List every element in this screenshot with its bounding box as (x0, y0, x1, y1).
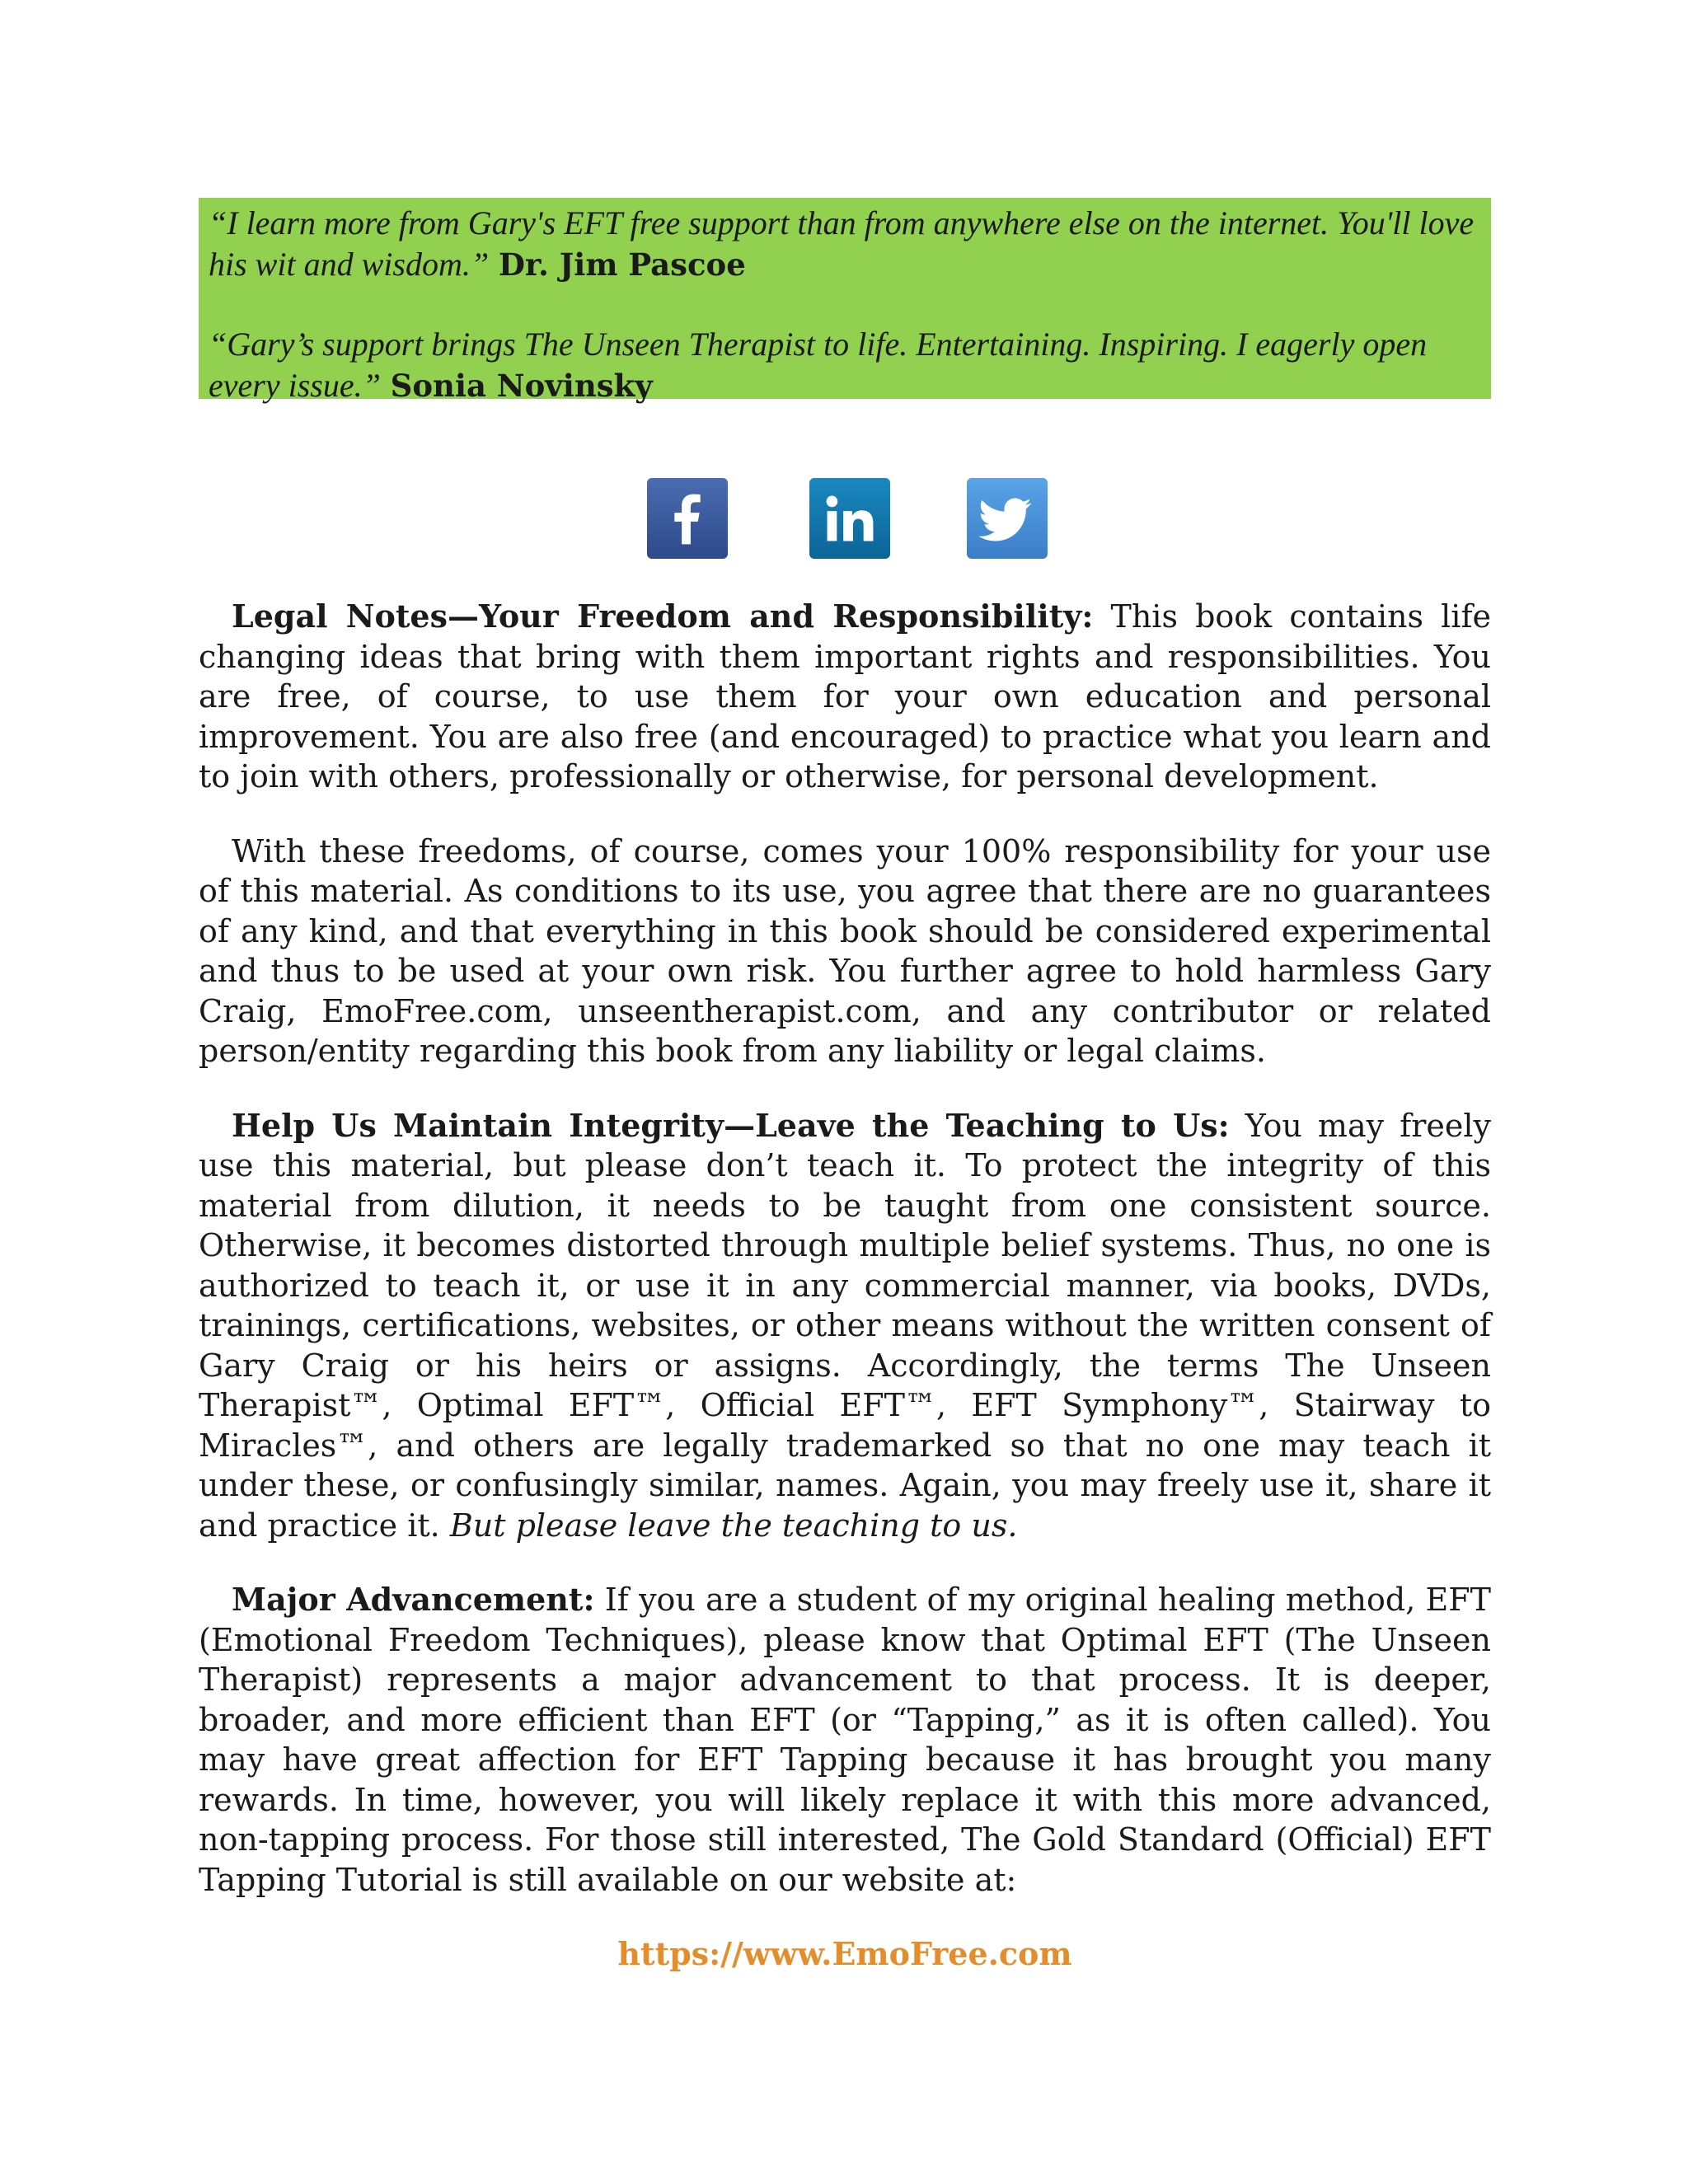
paragraph-text: This book contains life changing ideas that bring with them important rights and responsibilities. You are free, of course, to use them for your own education and personal improvement. You are also free (and encouraged) to practice what you learn and to join with others, professionally or otherwise, for personal development. (199, 598, 1491, 794)
twitter-button[interactable] (967, 478, 1048, 559)
facebook-icon (647, 478, 728, 559)
facebook-button[interactable] (647, 478, 728, 559)
testimonial-author: Sonia Novinsky (390, 368, 653, 404)
linkedin-icon (809, 478, 890, 559)
paragraph-heading: Legal Notes—Your Freedom and Responsibility: (232, 598, 1094, 635)
legal-notes-paragraph (199, 597, 1491, 797)
legal-content (199, 597, 1491, 1975)
major-advancement-paragraph (199, 1580, 1491, 1900)
paragraph-heading: Help Us Maintain Integrity—Leave the Teaching to Us: (232, 1106, 1230, 1144)
testimonial-author: Dr. Jim Pascoe (498, 246, 746, 283)
paragraph-heading: Major Advancement: (232, 1581, 595, 1618)
emofree-link[interactable]: https://www.EmoFree.com (617, 1935, 1072, 1972)
testimonial-quote: “I learn more from Gary's EFT free support than from anywhere else on the internet. You'll love his wit and wisdom.” (209, 204, 1475, 283)
testimonial-quote: “Gary’s support brings The Unseen Therapist to life. Entertaining. Inspiring. I eagerly open every issue.” (209, 326, 1428, 404)
paragraph-text: With these freedoms, of course, comes your 100% responsibility for your use of this material. As conditions to its use, you agree that there are no guarantees of any kind, and that everything in this book should be considered experimental and thus to be used at your own risk. You further agree to hold harmless Gary Craig, EmoFree.com, unseentherapist.com, and any contributor or related person/entity regarding this book from any liability or legal claims. (199, 832, 1491, 1069)
twitter-icon (967, 478, 1048, 559)
responsibility-paragraph (199, 832, 1491, 1071)
paragraph-text: If you are a student of my original healing method, EFT (Emotional Freedom Techniques), please know that Optimal EFT (The Unseen Therapist) represents a major advancement to that process. It is deeper, broader, and more efficient than EFT (or “Tapping,” as it is often called). You may have great affection for EFT Tapping because it has brought you many rewards. In time, however, you will likely replace it with this more advanced, non-tapping process. For those still interested, The Gold Standard (Official) EFT Tapping Tutorial is still available on our website at: (199, 1582, 1492, 1898)
social-share-bar (0, 478, 1688, 560)
testimonials-box (199, 198, 1491, 404)
paragraph-emphasis: But please leave the teaching to us. (449, 1507, 1018, 1544)
testimonial-1 (209, 203, 1481, 285)
link-line (199, 1934, 1491, 1975)
paragraph-text: You may freely use this material, but please don’t teach it. To protect the integrity of this material from dilution, it needs to be taught from one consistent source. Otherwise, it becomes distorted through multiple belief systems. Thus, no one is authorized to teach it, or use it in any commercial manner, via books, DVDs, trainings, certifications, websites, or other means without the written consent of Gary Craig or his heirs or assigns. Accordingly, the terms The Unseen Therapist™, Optimal EFT™, Official EFT™, EFT Symphony™, Stairway to Miracles™, and others are legally trademarked so that no one may teach it under these, or confusingly similar, names. Again, you may freely use it, share it and practice it. (199, 1107, 1491, 1544)
linkedin-button[interactable] (809, 478, 890, 559)
integrity-paragraph (199, 1106, 1491, 1546)
testimonial-2 (209, 324, 1481, 406)
